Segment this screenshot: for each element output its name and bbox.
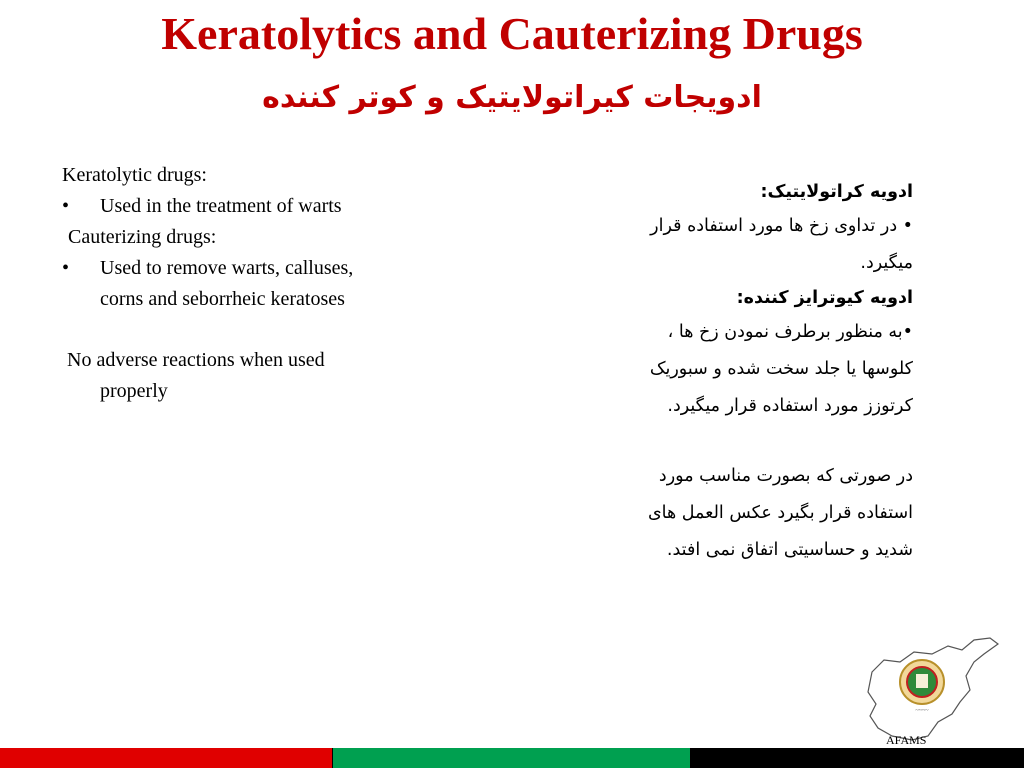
cauterizing-heading: Cauterizing drugs: (68, 226, 217, 248)
dari-keratolytic-heading: ادویه کراتولایتیک: (760, 182, 913, 202)
dari-line: استفاده قرار بگیرد عکس العمل های (647, 503, 913, 523)
dari-line: کرتوزز مورد استفاده قرار میگیرد. (667, 396, 913, 416)
keratolytic-bullet (62, 191, 362, 222)
dari-line: • در تداوی زخ ها مورد استفاده قرار (650, 216, 913, 236)
dari-line: میگیرد. (860, 253, 913, 273)
bullet-dot: • (62, 257, 70, 279)
dari-line: کلوسها یا جلد سخت شده و سبوریک (649, 359, 913, 379)
dari-cauterizing-heading: ادویه کیوترایز کننده: (736, 288, 913, 308)
keratolytic-bullet-text: Used in the treatment of warts (100, 195, 342, 217)
afghanistan-map-icon (862, 632, 1002, 752)
dari-line: در صورتی که بصورت مناسب مورد (658, 466, 913, 486)
adverse-reactions-note: No adverse reactions when used properly (67, 349, 325, 402)
footer-stripe-green (333, 748, 690, 768)
slide-title-english: Keratolytics and Cauterizing Drugs (161, 8, 863, 59)
dari-content (520, 176, 913, 569)
cauterizing-bullet-text: Used to remove warts, calluses, corns and seborrheic keratoses (100, 257, 354, 310)
afams-label: AFAMS (886, 733, 927, 747)
svg-text:~~~~: ~~~~ (915, 708, 929, 714)
bullet-dot: • (62, 195, 70, 217)
dari-line: شدید و حساسیتی اتفاق نمی افتد. (666, 540, 913, 560)
cauterizing-bullet (62, 253, 362, 315)
keratolytic-heading: Keratolytic drugs: (62, 164, 207, 186)
english-content (62, 160, 362, 407)
footer-stripe-red (0, 748, 332, 768)
slide-title-dari: ادویجات کیراتولایتیک و کوتر کننده (262, 80, 762, 115)
dari-line: •به منظور برطرف نمودن زخ ها ، (667, 322, 913, 342)
